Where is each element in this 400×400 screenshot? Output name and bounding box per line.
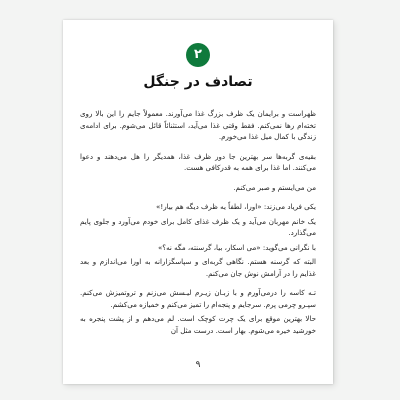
paragraph: با نگرانی می‌گوید: «می اسکار، بیا، گرسنته، مگه نه؟» [157,242,316,252]
paragraph: حالا بهترین موقع برای یک چرت کوچک است. لم می‌دهم و از پشت پنجره به خورشید خیره می‌شوم. بهار است. درست مثل آن [80,314,316,335]
chapter-number-badge: ۲ [186,43,210,67]
paragraph: تـه کاسه را درمی‌آورم و با زبـان زیـرم لیـسش می‌زنم و تروتمیزش می‌کنم. سپـرو چرمی پرم. سرجایم و پنجه‌ام را تمیز می‌کنم و خمیازه می‌کشم. [80,288,316,309]
chapter-title: تصادف در جنگل [143,74,253,90]
paragraph: البته که گرسنه هستم. نگاهی گربه‌ای و سپاسگزارانه به اورا می‌اندازم و بعد غذایم را در آرامش نوش جان می‌کنم. [80,257,316,278]
paragraph: ظهراست و برایمان یک ظرف بزرگ غذا می‌آورند. معمولاً جایم را این بالا روی تخته‌ام رها نمی‌کنم. فقط وقتی غذا می‌آید، استثنائاً قائل می‌شوم. برای ادامه‌ی زندگی با کمال میل غذا می‌خورم. [80,109,316,141]
page-number: ۹ [195,360,201,370]
paragraph: یک خانم مهربان می‌آید و یک ظرف غذای کامل برای خودم می‌آورد و جلوی پایم می‌گذارد. [80,216,316,237]
chapter-body [80,108,316,344]
paragraph: یکی فریاد می‌زند: «اورا، لطفاً یه ظرف دیگه هم بیار!» [156,202,316,211]
paragraph: بقیه‌ی گربه‌ها سر بهترین جا دور ظرف غذا، همدیگر را هل می‌دهند و دعوا می‌کنند. اما غذا برای همه به قدرکافی هست. [80,151,316,172]
book-page [63,20,333,384]
paragraph: من می‌ایستم و صبر می‌کنم. [233,182,316,192]
